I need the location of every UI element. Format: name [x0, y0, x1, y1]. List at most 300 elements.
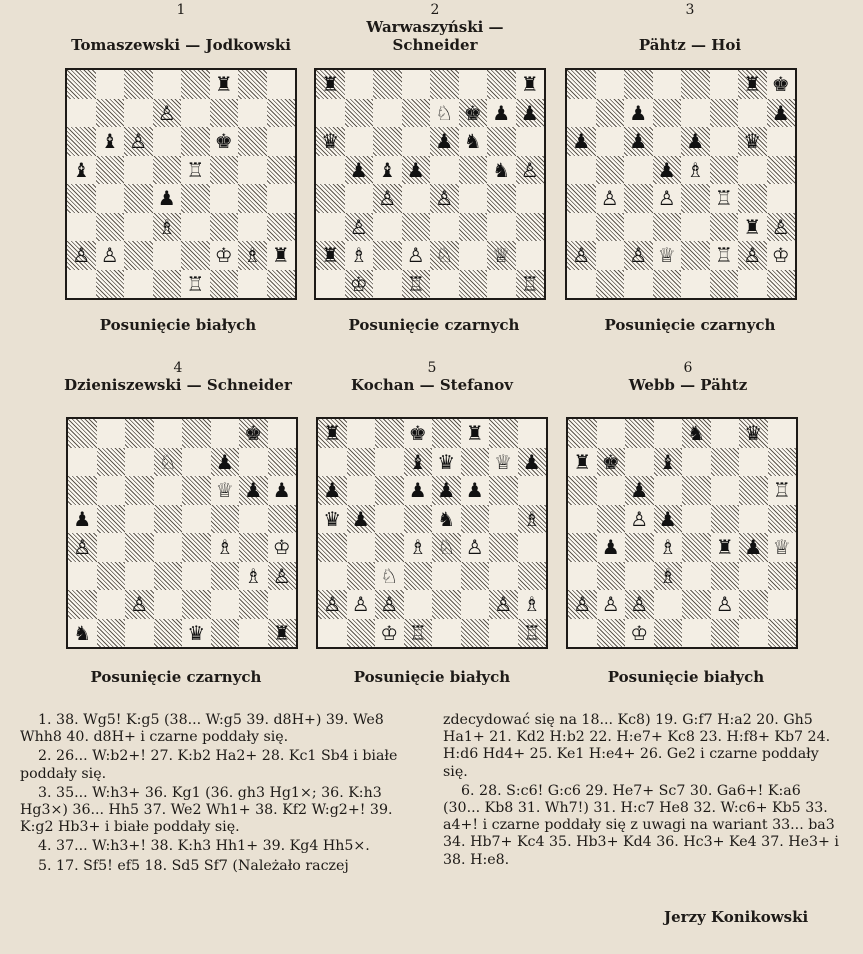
square-g4: [489, 533, 518, 562]
white-rook-icon: ♖: [714, 243, 733, 268]
square-f7: [459, 99, 488, 128]
square-g2: [487, 241, 516, 270]
white-queen-icon: ♕: [494, 449, 513, 474]
square-d4: [654, 533, 683, 562]
square-d3: [404, 562, 433, 591]
square-g8: [739, 419, 768, 448]
square-a7: [567, 99, 596, 128]
square-c1: [624, 270, 653, 299]
black-pawn-icon: ♟: [351, 506, 370, 531]
solution-paragraph: 1. 38. Wg5! K:g5 (38... W:g5 39. d8H+) 39. We8 Whh8 40. d8H+ i czarne poddały się.: [20, 712, 384, 746]
square-e3: [681, 213, 710, 242]
square-h5: [518, 505, 547, 534]
square-f2: [461, 590, 490, 619]
square-c4: [624, 184, 653, 213]
square-b3: [347, 562, 376, 591]
square-f8: [711, 419, 740, 448]
chessboard-5: [316, 417, 548, 649]
black-pawn-icon: ♟: [630, 478, 649, 503]
square-f5: [459, 156, 488, 185]
square-g1: [739, 619, 768, 648]
black-knight-icon: ♞: [492, 157, 511, 182]
square-d7: [402, 99, 431, 128]
square-b5: [345, 156, 374, 185]
square-a4: [567, 184, 596, 213]
square-e2: [432, 590, 461, 619]
white-rook-icon: ♖: [186, 157, 205, 182]
square-f4: [210, 184, 239, 213]
square-f4: [710, 184, 739, 213]
black-bishop-icon: ♝: [72, 157, 91, 182]
square-h4: [267, 184, 296, 213]
square-b1: [96, 270, 125, 299]
square-a4: [316, 184, 345, 213]
square-a4: [318, 533, 347, 562]
square-c2: [375, 590, 404, 619]
square-d6: [653, 127, 682, 156]
white-rook-icon: ♖: [520, 271, 539, 296]
square-h8: [518, 419, 547, 448]
black-pawn-icon: ♟: [215, 449, 234, 474]
black-rook-icon: ♜: [573, 449, 592, 474]
square-g3: [738, 213, 767, 242]
square-g5: [489, 505, 518, 534]
square-e2: [430, 241, 459, 270]
black-pawn-icon: ♟: [629, 100, 648, 125]
square-f1: [459, 270, 488, 299]
chessboard-1: [65, 68, 297, 300]
black-king-icon: ♚: [244, 421, 263, 446]
square-d5: [153, 156, 182, 185]
square-a3: [316, 213, 345, 242]
square-c8: [124, 70, 153, 99]
square-f6: [459, 127, 488, 156]
black-bishop-icon: ♝: [100, 129, 119, 154]
square-g8: [489, 419, 518, 448]
white-bishop-icon: ♗: [658, 535, 677, 560]
white-bishop-icon: ♗: [349, 243, 368, 268]
square-e6: [182, 476, 211, 505]
square-h4: [768, 533, 797, 562]
square-b5: [347, 505, 376, 534]
square-f1: [461, 619, 490, 648]
square-a5: [567, 156, 596, 185]
black-rook-icon: ♜: [321, 243, 340, 268]
square-f3: [711, 562, 740, 591]
square-f5: [211, 505, 240, 534]
white-king-icon: ♔: [630, 620, 649, 645]
square-b1: [347, 619, 376, 648]
square-g4: [238, 184, 267, 213]
square-h1: [767, 270, 796, 299]
white-pawn-icon: ♙: [657, 186, 676, 211]
square-f2: [711, 590, 740, 619]
square-h2: [516, 241, 545, 270]
square-d4: [653, 184, 682, 213]
square-e3: [182, 562, 211, 591]
white-rook-icon: ♖: [714, 186, 733, 211]
black-bishop-icon: ♝: [378, 157, 397, 182]
square-g6: [487, 127, 516, 156]
square-b3: [345, 213, 374, 242]
square-g3: [239, 562, 268, 591]
square-b7: [597, 448, 626, 477]
square-e7: [432, 448, 461, 477]
square-a3: [567, 213, 596, 242]
white-pawn-icon: ♙: [378, 186, 397, 211]
square-c3: [375, 562, 404, 591]
square-h7: [267, 99, 296, 128]
black-pawn-icon: ♟: [73, 506, 92, 531]
square-c8: [625, 419, 654, 448]
black-rook-icon: ♜: [465, 421, 484, 446]
square-b3: [96, 213, 125, 242]
square-b8: [96, 70, 125, 99]
square-h7: [268, 448, 297, 477]
square-d8: [404, 419, 433, 448]
white-knight-icon: ♘: [158, 449, 177, 474]
white-pawn-icon: ♙: [601, 592, 620, 617]
square-g8: [487, 70, 516, 99]
puzzle-caption: Posunięcie białych: [607, 668, 765, 686]
square-d4: [402, 184, 431, 213]
square-h5: [768, 505, 797, 534]
square-f3: [710, 213, 739, 242]
square-d2: [654, 590, 683, 619]
square-h1: [516, 270, 545, 299]
black-pawn-icon: ♟: [657, 157, 676, 182]
square-e7: [181, 99, 210, 128]
square-d5: [402, 156, 431, 185]
square-f5: [710, 156, 739, 185]
square-h5: [268, 505, 297, 534]
white-pawn-icon: ♙: [272, 563, 291, 588]
square-g4: [239, 533, 268, 562]
square-g8: [738, 70, 767, 99]
square-c7: [625, 448, 654, 477]
square-e4: [682, 533, 711, 562]
square-f4: [711, 533, 740, 562]
square-b7: [345, 99, 374, 128]
black-queen-icon: ♛: [437, 449, 456, 474]
white-pawn-icon: ♙: [494, 592, 513, 617]
square-h1: [768, 619, 797, 648]
white-bishop-icon: ♗: [157, 214, 176, 239]
square-d6: [153, 127, 182, 156]
square-g2: [739, 590, 768, 619]
puzzle-1-header: [51, 2, 311, 54]
square-b2: [96, 241, 125, 270]
square-c4: [373, 184, 402, 213]
black-pawn-icon: ♟: [408, 478, 427, 503]
puzzle-number: 1: [176, 2, 186, 18]
square-f8: [461, 419, 490, 448]
white-pawn-icon: ♙: [323, 592, 342, 617]
black-knight-icon: ♞: [463, 129, 482, 154]
puzzle-players-line1: Warwaszyński —: [366, 18, 504, 36]
square-g6: [489, 476, 518, 505]
square-g3: [739, 562, 768, 591]
square-g3: [487, 213, 516, 242]
square-h5: [767, 156, 796, 185]
white-pawn-icon: ♙: [743, 243, 762, 268]
square-a8: [318, 419, 347, 448]
white-pawn-icon: ♙: [630, 506, 649, 531]
black-queen-icon: ♛: [321, 129, 340, 154]
square-e8: [182, 419, 211, 448]
solution-paragraph: 5. 17. Sf5! ef5 18. Sd5 Sf7 (Należało raczej: [38, 857, 349, 874]
square-f3: [211, 562, 240, 591]
square-c8: [624, 70, 653, 99]
puzzle-caption: Posunięcie czarnych: [348, 316, 520, 334]
square-d6: [404, 476, 433, 505]
black-pawn-icon: ♟: [406, 157, 425, 182]
square-a3: [568, 562, 597, 591]
square-b4: [596, 184, 625, 213]
square-h8: [267, 70, 296, 99]
square-f8: [710, 70, 739, 99]
square-e8: [682, 419, 711, 448]
square-e4: [182, 533, 211, 562]
square-a2: [68, 590, 97, 619]
black-queen-icon: ♛: [187, 620, 206, 645]
black-bishop-icon: ♝: [408, 449, 427, 474]
square-b1: [597, 619, 626, 648]
square-f1: [711, 619, 740, 648]
square-a1: [316, 270, 345, 299]
square-d3: [653, 213, 682, 242]
square-e1: [181, 270, 210, 299]
square-a2: [316, 241, 345, 270]
square-d1: [653, 270, 682, 299]
square-b1: [596, 270, 625, 299]
square-f5: [210, 156, 239, 185]
black-queen-icon: ♛: [744, 421, 763, 446]
square-d2: [154, 590, 183, 619]
square-d3: [153, 213, 182, 242]
square-c1: [125, 619, 154, 648]
square-g6: [739, 476, 768, 505]
square-d1: [402, 270, 431, 299]
square-e4: [430, 184, 459, 213]
square-f6: [211, 476, 240, 505]
square-f7: [211, 448, 240, 477]
white-pawn-icon: ♙: [129, 129, 148, 154]
puzzle-2-header: [305, 2, 565, 54]
square-a3: [68, 562, 97, 591]
white-bishop-icon: ♗: [215, 535, 234, 560]
square-b3: [597, 562, 626, 591]
square-g2: [238, 241, 267, 270]
black-rook-icon: ♜: [272, 620, 291, 645]
black-pawn-icon: ♟: [492, 100, 511, 125]
square-h4: [518, 533, 547, 562]
square-f7: [461, 448, 490, 477]
white-rook-icon: ♖: [408, 620, 427, 645]
square-c2: [373, 241, 402, 270]
square-g2: [489, 590, 518, 619]
white-pawn-icon: ♙: [130, 592, 149, 617]
puzzle-players-line2: Schneider: [392, 36, 478, 54]
square-g7: [487, 99, 516, 128]
solution-paragraph: 3. 35... W:h3+ 36. Kg1 (36. gh3 Hg1×; 36. K:h3 Hg3×) 36... Hh5 37. We2 Wh1+ 38. Kf2 W:g2+! 39. K:g2 Hb3+ i białe poddały się.: [20, 784, 393, 836]
black-pawn-icon: ♟: [157, 186, 176, 211]
square-e5: [681, 156, 710, 185]
square-c6: [125, 476, 154, 505]
square-c5: [624, 156, 653, 185]
black-queen-icon: ♛: [743, 129, 762, 154]
black-pawn-icon: ♟: [658, 506, 677, 531]
square-g7: [489, 448, 518, 477]
square-e1: [432, 619, 461, 648]
square-b8: [97, 419, 126, 448]
square-e5: [432, 505, 461, 534]
white-pawn-icon: ♙: [406, 243, 425, 268]
white-pawn-icon: ♙: [351, 592, 370, 617]
square-g5: [739, 505, 768, 534]
square-a1: [567, 270, 596, 299]
square-f3: [210, 213, 239, 242]
square-f7: [711, 448, 740, 477]
square-d8: [654, 419, 683, 448]
black-pawn-icon: ♟: [435, 129, 454, 154]
square-d3: [154, 562, 183, 591]
square-f2: [211, 590, 240, 619]
square-h7: [767, 99, 796, 128]
square-d1: [654, 619, 683, 648]
square-c5: [375, 505, 404, 534]
square-h4: [268, 533, 297, 562]
square-d8: [402, 70, 431, 99]
square-c7: [373, 99, 402, 128]
white-pawn-icon: ♙: [572, 243, 591, 268]
square-e6: [682, 476, 711, 505]
chessboard-2: [314, 68, 546, 300]
square-c1: [373, 270, 402, 299]
square-d1: [153, 270, 182, 299]
square-c4: [375, 533, 404, 562]
square-b2: [97, 590, 126, 619]
square-e7: [682, 448, 711, 477]
square-h4: [767, 184, 796, 213]
author-signature: Jerzy Konikowski: [664, 908, 809, 926]
puzzle-number: 4: [173, 360, 183, 376]
square-h6: [518, 476, 547, 505]
square-f8: [210, 70, 239, 99]
square-f8: [459, 70, 488, 99]
square-a5: [318, 505, 347, 534]
square-e2: [681, 241, 710, 270]
square-g6: [238, 127, 267, 156]
square-c8: [375, 419, 404, 448]
square-b7: [347, 448, 376, 477]
square-h1: [268, 619, 297, 648]
square-f2: [210, 241, 239, 270]
black-pawn-icon: ♟: [744, 535, 763, 560]
square-a8: [316, 70, 345, 99]
square-b8: [347, 419, 376, 448]
white-pawn-icon: ♙: [630, 592, 649, 617]
square-g1: [238, 270, 267, 299]
square-e3: [682, 562, 711, 591]
square-d2: [404, 590, 433, 619]
square-a7: [316, 99, 345, 128]
square-b8: [345, 70, 374, 99]
square-h3: [516, 213, 545, 242]
puzzle-players: Kochan — Stefanov: [351, 376, 513, 394]
square-b5: [96, 156, 125, 185]
square-c4: [124, 184, 153, 213]
square-b6: [596, 127, 625, 156]
square-g8: [238, 70, 267, 99]
puzzle-3-header: [560, 2, 820, 54]
square-f1: [211, 619, 240, 648]
square-e4: [181, 184, 210, 213]
white-bishop-icon: ♗: [408, 535, 427, 560]
square-e8: [681, 70, 710, 99]
puzzle-5-header: [302, 360, 562, 394]
puzzle-4-header: [48, 360, 308, 394]
square-a3: [67, 213, 96, 242]
square-f6: [210, 127, 239, 156]
square-d8: [154, 419, 183, 448]
square-a7: [68, 448, 97, 477]
black-rook-icon: ♜: [323, 421, 342, 446]
square-f6: [461, 476, 490, 505]
black-rook-icon: ♜: [520, 72, 539, 97]
white-king-icon: ♔: [771, 243, 790, 268]
square-a4: [67, 184, 96, 213]
white-pawn-icon: ♙: [600, 186, 619, 211]
white-king-icon: ♔: [272, 535, 291, 560]
square-h7: [518, 448, 547, 477]
square-e1: [681, 270, 710, 299]
white-pawn-icon: ♙: [465, 535, 484, 560]
white-queen-icon: ♕: [215, 478, 234, 503]
square-d4: [154, 533, 183, 562]
white-king-icon: ♔: [380, 620, 399, 645]
black-rook-icon: ♜: [743, 72, 762, 97]
square-g5: [487, 156, 516, 185]
square-a3: [318, 562, 347, 591]
black-rook-icon: ♜: [743, 214, 762, 239]
square-f4: [211, 533, 240, 562]
square-a6: [568, 476, 597, 505]
square-c5: [124, 156, 153, 185]
square-d4: [404, 533, 433, 562]
square-h7: [516, 99, 545, 128]
square-c5: [625, 505, 654, 534]
square-b4: [96, 184, 125, 213]
black-king-icon: ♚: [408, 421, 427, 446]
black-pawn-icon: ♟: [522, 449, 541, 474]
white-rook-icon: ♖: [772, 478, 791, 503]
square-d5: [404, 505, 433, 534]
square-e7: [182, 448, 211, 477]
square-a8: [68, 419, 97, 448]
square-b7: [97, 448, 126, 477]
square-b1: [97, 619, 126, 648]
square-h3: [767, 213, 796, 242]
black-pawn-icon: ♟: [465, 478, 484, 503]
solutions-right-column: [443, 712, 840, 871]
square-c8: [373, 70, 402, 99]
square-c6: [373, 127, 402, 156]
square-d1: [404, 619, 433, 648]
square-c6: [375, 476, 404, 505]
square-f3: [461, 562, 490, 591]
square-d7: [153, 99, 182, 128]
